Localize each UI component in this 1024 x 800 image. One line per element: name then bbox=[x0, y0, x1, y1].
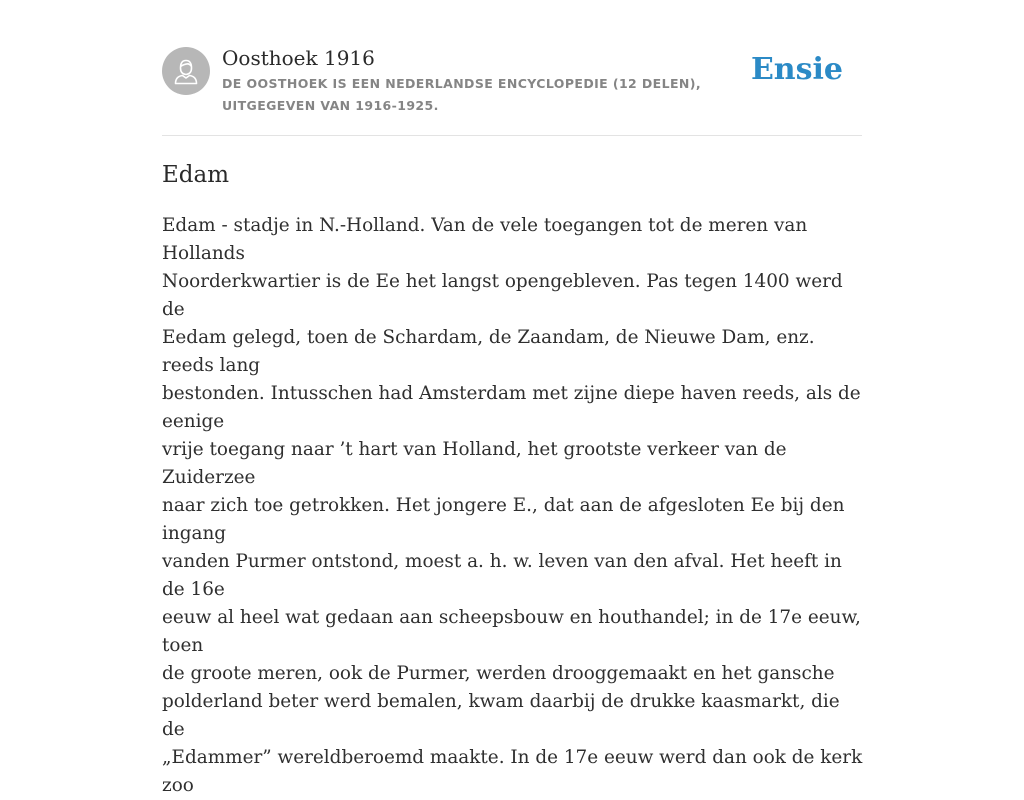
article-line: vrije toegang naar ’t hart van Holland, het grootste verkeer van de Zuiderzee bbox=[162, 439, 787, 488]
source-avatar[interactable] bbox=[162, 47, 210, 95]
user-icon bbox=[162, 47, 210, 95]
article-heading: Edam bbox=[162, 162, 230, 188]
article-line: de groote meren, ook de Purmer, werden drooggemaakt en het gansche bbox=[162, 663, 835, 684]
article-line: Edam - stadje in N.-Holland. Van de vele toegangen tot de meren van Hollands bbox=[162, 215, 808, 264]
source-title[interactable]: Oosthoek 1916 bbox=[222, 46, 375, 70]
article-line: polderland beter werd bemalen, kwam daarbij de drukke kaasmarkt, die de bbox=[162, 691, 840, 740]
article-line: Eedam gelegd, toen de Schardam, de Zaandam, de Nieuwe Dam, enz. reeds lang bbox=[162, 327, 815, 376]
article-line: bestonden. Intusschen had Amsterdam met zijne diepe haven reeds, als de eenige bbox=[162, 383, 861, 432]
article-line: „Edammer” wereldberoemd maakte. In de 17e eeuw werd dan ook de kerk zoo bbox=[162, 747, 863, 796]
header-divider bbox=[162, 135, 862, 136]
source-header bbox=[162, 46, 862, 116]
article-line: Noorderkwartier is de Ee het langst opengebleven. Pas tegen 1400 werd de bbox=[162, 271, 843, 320]
source-description: DE OOSTHOEK IS EEN NEDERLANDSE ENCYCLOPEDIE (12 DELEN), UITGEGEVEN VAN 1916-1925. bbox=[222, 76, 702, 113]
ensie-logo-link[interactable]: Ensie bbox=[750, 52, 843, 87]
article-line: naar zich toe getrokken. Het jongere E., dat aan de afgesloten Ee bij den ingang bbox=[162, 495, 845, 544]
article-line: vanden Purmer ontstond, moest a. h. w. leven van den afval. Het heeft in de 16e bbox=[162, 551, 842, 600]
article-line: eeuw al heel wat gedaan aan scheepsbouw en houthandel; in de 17e eeuw, toen bbox=[162, 607, 861, 656]
article-body bbox=[162, 212, 868, 800]
